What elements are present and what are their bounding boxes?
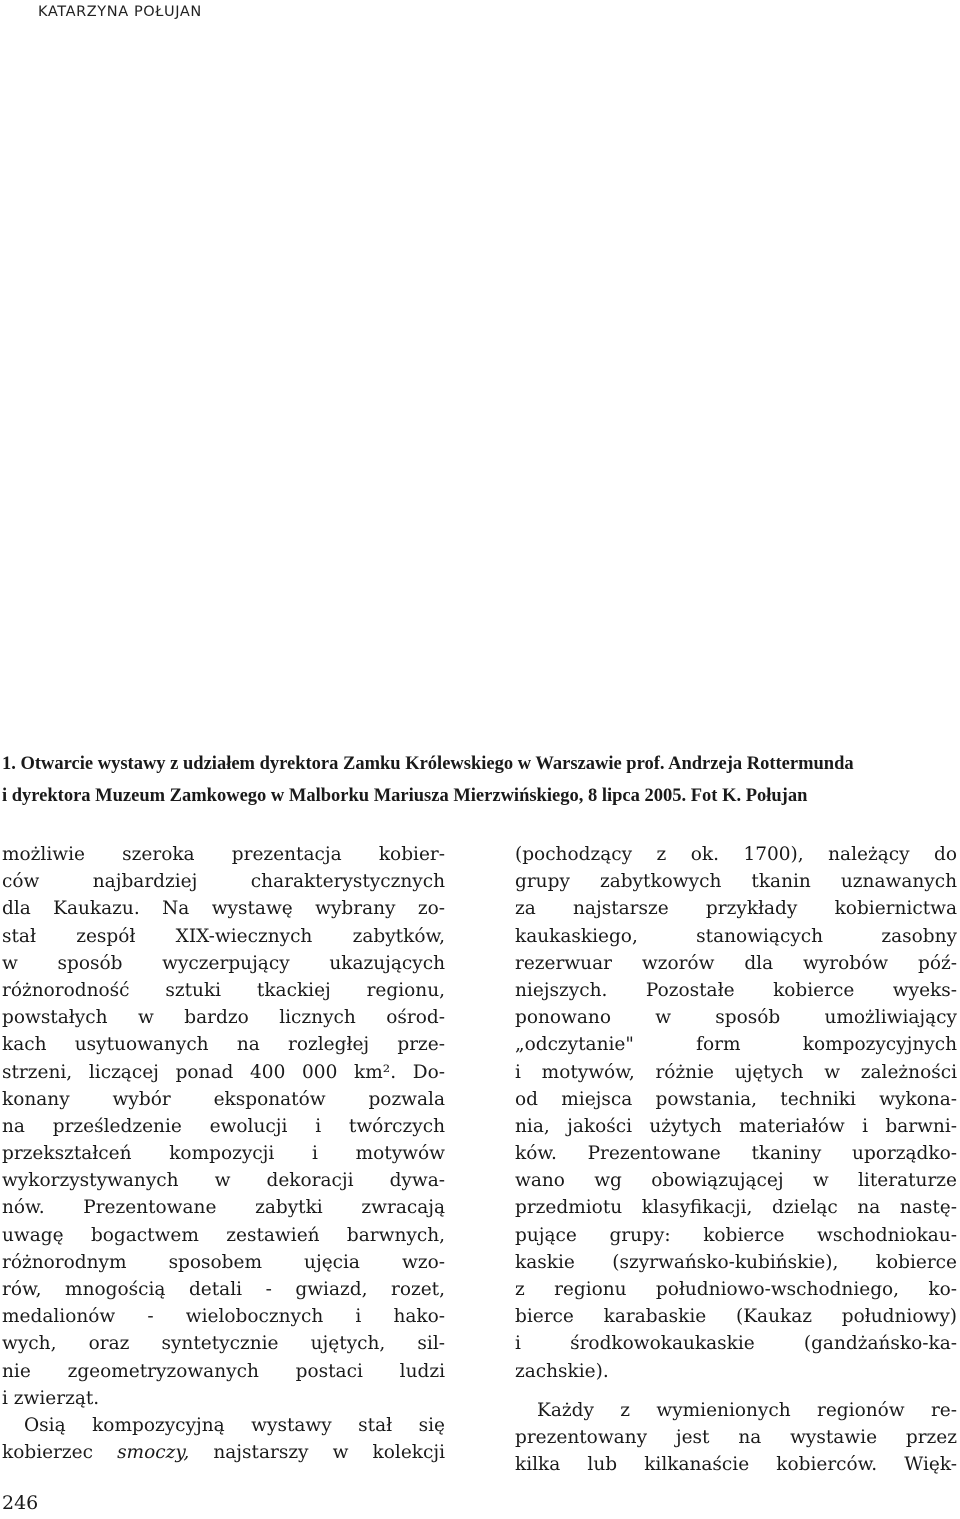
text-line: konany wybór eksponatów pozwala	[2, 1088, 445, 1110]
text-line: wykorzystywanych w dekoracji dywa-	[2, 1170, 445, 1192]
text-line: i zwierząt.	[2, 1387, 100, 1409]
text-line: rezerwuar wzorów dla wyrobów póź-	[515, 952, 957, 974]
text-line: od miejsca powstania, techniki wykona-	[515, 1088, 957, 1110]
text-line: różnorodnym sposobem ujęcia wzo-	[2, 1251, 445, 1273]
text-line: „odczytanie" form kompozycyjnych	[515, 1034, 957, 1056]
text-line: zachskie).	[515, 1360, 609, 1382]
text-line: niejszych. Pozostałe kobierce wyeks-	[515, 979, 957, 1001]
italic-term: smoczy,	[117, 1442, 190, 1464]
text-line: przekształceń kompozycji i motywów	[2, 1143, 445, 1165]
page-number: 246	[2, 1492, 39, 1514]
text-line: ponowano w sposób umożliwiający	[515, 1007, 957, 1029]
figure-caption	[2, 748, 958, 812]
text-line: uwagę bogactwem zestawień barwnych,	[2, 1224, 445, 1246]
text-line: kach usytuowanych na rozległej prze-	[2, 1034, 445, 1056]
text-run: najstarszy w kolekcji	[189, 1442, 445, 1464]
text-line: kaskie (szyrwańsko-kubińskie), kobierce	[515, 1251, 957, 1273]
running-head: KATARZYNA POŁUJAN	[38, 4, 202, 20]
text-line: przedmiotu klasyfikacji, dzieląc na nastę-	[515, 1197, 957, 1219]
text-line: pujące grupy: kobierce wschodniokau-	[515, 1224, 957, 1246]
text-line: prezentowany jest na wystawie przez	[515, 1426, 957, 1448]
text-line: z regionu południowo-wschodniego, ko-	[515, 1279, 957, 1300]
text-line: w sposób wyczerpujący ukazujących	[2, 952, 445, 974]
text-line: kaukaskiego, stanowiących zasobny	[515, 925, 957, 947]
text-line: stał zespół XIX-wiecznych zabytków,	[2, 925, 445, 947]
text-line: ców najbardziej charakterystycznych	[2, 871, 445, 893]
caption-line: i dyrektora Muzeum Zamkowego w Malborku Mariusza Mierzwińskiego, 8 lipca 2005. Fot K. Połujan	[2, 786, 808, 806]
text-line: ków. Prezentowane tkaniny uporządko-	[515, 1143, 957, 1165]
text-line: powstałych w bardzo licznych ośrod-	[2, 1007, 445, 1029]
right-text-column	[515, 841, 957, 1478]
text-line: dla Kaukazu. Na wystawę wybrany zo-	[2, 898, 445, 920]
text-line: różnorodność sztuki tkackiej regionu,	[2, 979, 445, 1001]
text-line: kilka lub kilkanaście kobierców. Więk-	[515, 1454, 957, 1476]
text-line: medalionów - wielobocznych i hako-	[2, 1306, 445, 1328]
caption-line: 1. Otwarcie wystawy z udziałem dyrektora Zamku Królewskiego w Warszawie prof. Andrzeja Rottermunda	[2, 754, 854, 774]
text-line-with-italic	[2, 1439, 445, 1466]
left-text-column	[2, 841, 445, 1466]
text-line: wych, oraz syntetycznie ujętych, sil-	[2, 1333, 445, 1355]
text-line: na prześledzenie ewolucji i twórczych	[2, 1115, 445, 1137]
text-line: nie zgeometryzowanych postaci ludzi	[2, 1360, 445, 1382]
text-line: grupy zabytkowych tkanin uznawanych	[515, 871, 957, 893]
text-line: strzeni, liczącej ponad 400 000 km². Do-	[2, 1061, 445, 1083]
text-line: i środkowokaukaskie (gandżańsko-ka-	[515, 1333, 957, 1355]
text-line: Osią kompozycyjną wystawy stał się	[24, 1414, 445, 1436]
text-line: za najstarsze przykłady kobiernictwa	[515, 898, 957, 920]
text-line: rów, mnogością detali - gwiazd, rozet,	[2, 1279, 445, 1300]
text-line: możliwie szeroka prezentacja kobier-	[2, 844, 445, 865]
text-line: bierce karabaskie (Kaukaz południowy)	[515, 1306, 957, 1328]
text-line: (pochodzący z ok. 1700), należący do	[515, 844, 957, 865]
text-line: nów. Prezentowane zabytki zwracają	[2, 1197, 445, 1219]
text-line: nia, jakości użytych materiałów i barwni-	[515, 1115, 957, 1137]
text-line: Każdy z wymienionych regionów re-	[537, 1399, 957, 1421]
text-run: kobierzec	[2, 1442, 118, 1464]
text-line: wano wg obowiązującej w literaturze	[515, 1170, 957, 1192]
text-line: i motywów, różnie ujętych w zależności	[515, 1061, 957, 1083]
